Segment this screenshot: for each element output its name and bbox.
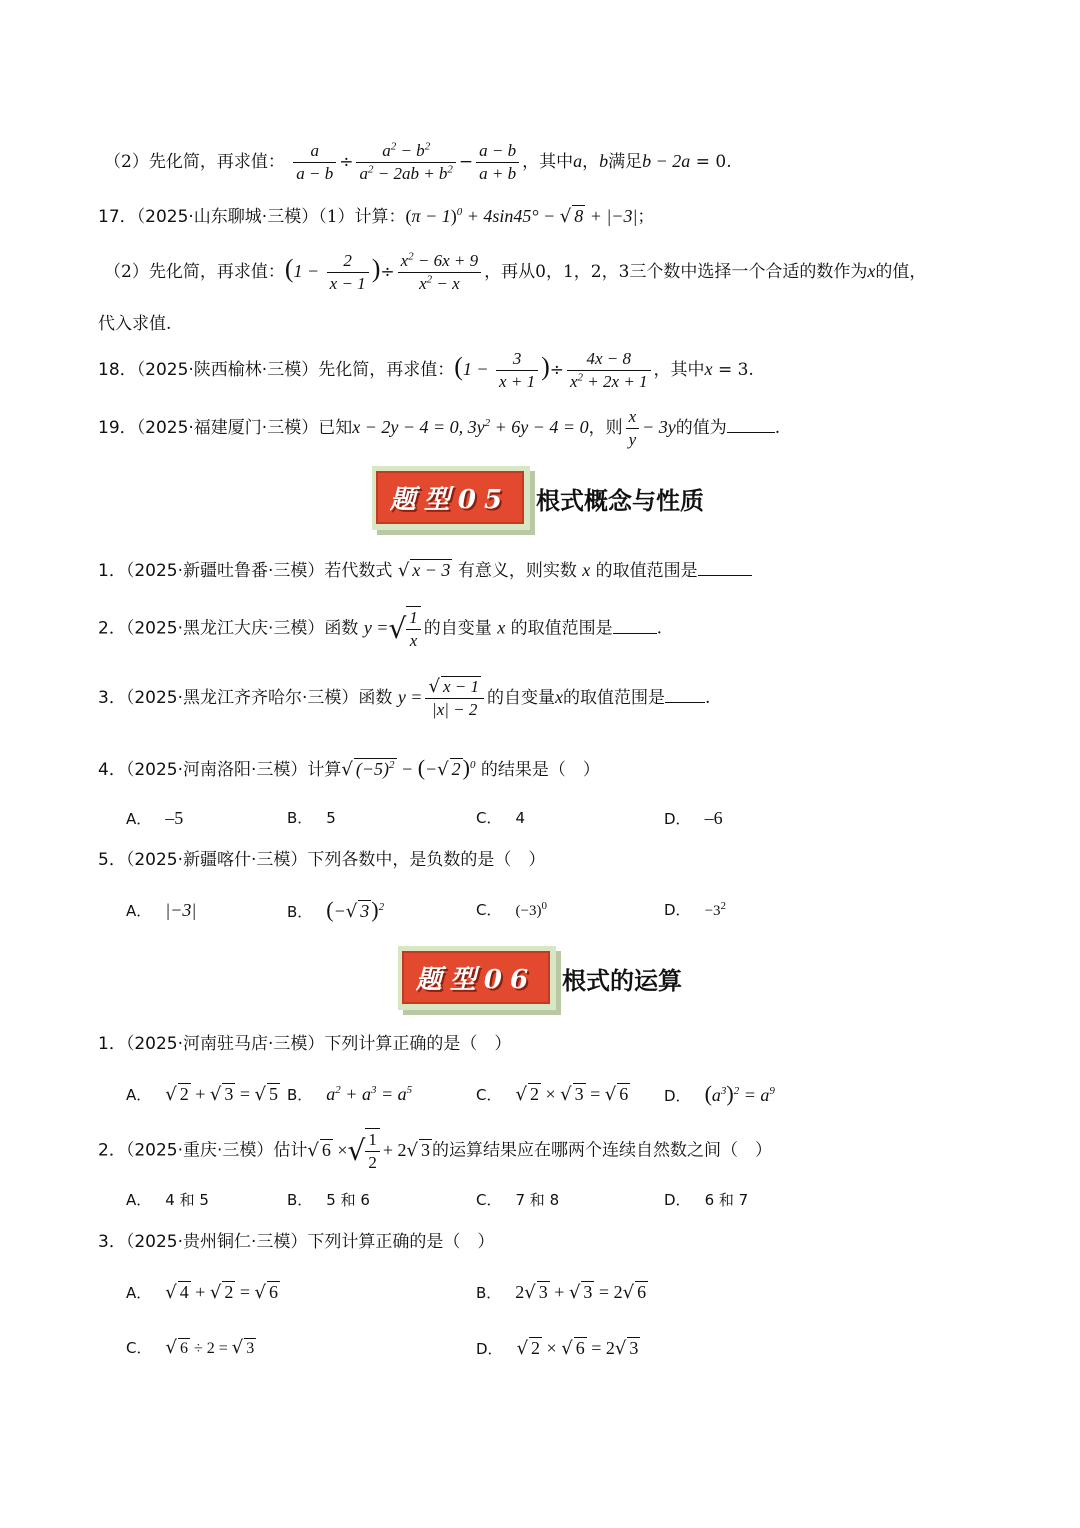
s06-q1-option-d[interactable]: D． $(a^3)^2 = a^9$ xyxy=(664,1081,775,1106)
q19: 19．（2025·福建厦门·三模）已知x − 2y − 4 = 0, $3y^2 + 6y - 4 = 0$，则 $\frac{x}{y}$ − 3y的值为 . xyxy=(98,407,781,449)
s05-q4-option-c[interactable]: C． 4 xyxy=(476,809,526,827)
section-06-banner xyxy=(398,946,682,1010)
s05-q4-option-d[interactable]: D． –6 xyxy=(664,808,723,828)
s05-q5-option-a[interactable]: A． |−3| xyxy=(126,900,197,920)
s06-q1-option-c[interactable]: C． √ 2 × √ 3 = √ 6 xyxy=(476,1084,629,1105)
section-05-badge: 题型05 xyxy=(372,466,530,530)
s05-q5-option-d[interactable]: D． $-3^2$ xyxy=(664,900,727,919)
s05-q3: 3．（2025·黑龙江齐齐哈尔·三模）函数 y = $\frac{√ x - 1}{|x| - 2}$ 的自变量x的取值范围是 . xyxy=(98,676,711,719)
s05-q5-option-c[interactable]: C． $(-3)^0$ xyxy=(476,900,547,919)
section-05-title: 根式概念与性质 xyxy=(536,486,704,515)
section-06-badge: 题型06 xyxy=(398,946,556,1010)
s05-q4-option-b[interactable]: B． 5 xyxy=(287,809,336,827)
s05-q5: 5．（2025·新疆喀什·三模）下列各数中，是负数的是（ ） xyxy=(98,850,546,870)
s06-q2-option-c[interactable]: C． 7 和 8 xyxy=(476,1191,560,1209)
s06-q3-option-a[interactable]: A． √ 4 + √ 2 = √ 6 xyxy=(126,1282,279,1303)
s05-q4: 4．（2025·河南洛阳·三模）计算√ $(-5)^2$ − (−√ 2)$^0$ 的结果是（ ） xyxy=(98,755,600,780)
q17-part2-line2: 代入求值. xyxy=(98,314,172,334)
q16-part2: （2）先化简，再求值： $\frac{a}{a - b}$ ÷ $\frac{a^2 - b^2}{a^2 - 2ab + b^2}$ − $\frac{a - b}{a + b}$ ，其中a，b满足b − 2a = 0. xyxy=(104,140,732,183)
s06-q1-option-a[interactable]: A． √ 2 + √ 3 = √ 5 xyxy=(126,1084,279,1105)
s06-q2: 2．（2025·重庆·三模）估计√ 6 ×√ $\frac{1}{2}$ + 2√ 3 的运算结果应在哪两个连续自然数之间（ ） xyxy=(98,1130,773,1172)
s06-q2-option-b[interactable]: B． 5 和 6 xyxy=(287,1191,370,1209)
s06-q2-option-a[interactable]: A． 4 和 5 xyxy=(126,1191,209,1209)
s06-q2-option-d[interactable]: D． 6 和 7 xyxy=(664,1191,749,1209)
q17: 17．（2025·山东聊城·三模）（1）计算：$(\pi - 1)^0 + 4\sin 45^\circ$ − √ 8 + |−3|； xyxy=(98,206,655,227)
s06-q3-option-b[interactable]: B． 2√ 3 + √ 3 = 2√ 6 xyxy=(476,1282,647,1303)
s05-q5-option-b[interactable]: B． (−√ 3)$^2$ xyxy=(287,897,385,922)
section-05-banner xyxy=(372,466,704,530)
s06-q3-option-d[interactable]: D． √ 2 × √ 6 = 2√ 3 xyxy=(476,1338,639,1359)
q17-part2: （2）先化简，再求值：(1 − $\frac{2}{x - 1}$ )÷ $\frac{x^2 - 6x + 9}{x^2 - x}$ ，再从0，1，2，3三个数中选择一个合适的数作为x的值， xyxy=(104,250,927,293)
s06-q3: 3．（2025·贵州铜仁·三模）下列计算正确的是（ ） xyxy=(98,1232,495,1252)
q18: 18．（2025·陕西榆林·三模）先化简，再求值：(1 − $\frac{3}{x + 1}$ )÷ $\frac{4x - 8}{x^2 + 2x + 1}$ ，其中x = 3. xyxy=(98,349,754,391)
s05-q4-option-a[interactable]: A． –5 xyxy=(126,808,184,828)
s06-q1-option-b[interactable]: B． $a^2 + a^3 = a^5$ xyxy=(287,1084,413,1104)
s05-q2: 2．（2025·黑龙江大庆·三模）函数 y =√ $\frac{1}{x}$ 的自变量 x 的取值范围是 . xyxy=(98,608,663,650)
section-06-title: 根式的运算 xyxy=(562,966,682,995)
s06-q1: 1．（2025·河南驻马店·三模）下列计算正确的是（ ） xyxy=(98,1034,512,1054)
s05-q1: 1．（2025·新疆吐鲁番·三模）若代数式 √ x − 3 有意义，则实数 x 的取值范围是 xyxy=(98,558,752,583)
s06-q3-option-c[interactable]: C． √ 6 ÷ 2 = √ 3 xyxy=(126,1337,255,1358)
